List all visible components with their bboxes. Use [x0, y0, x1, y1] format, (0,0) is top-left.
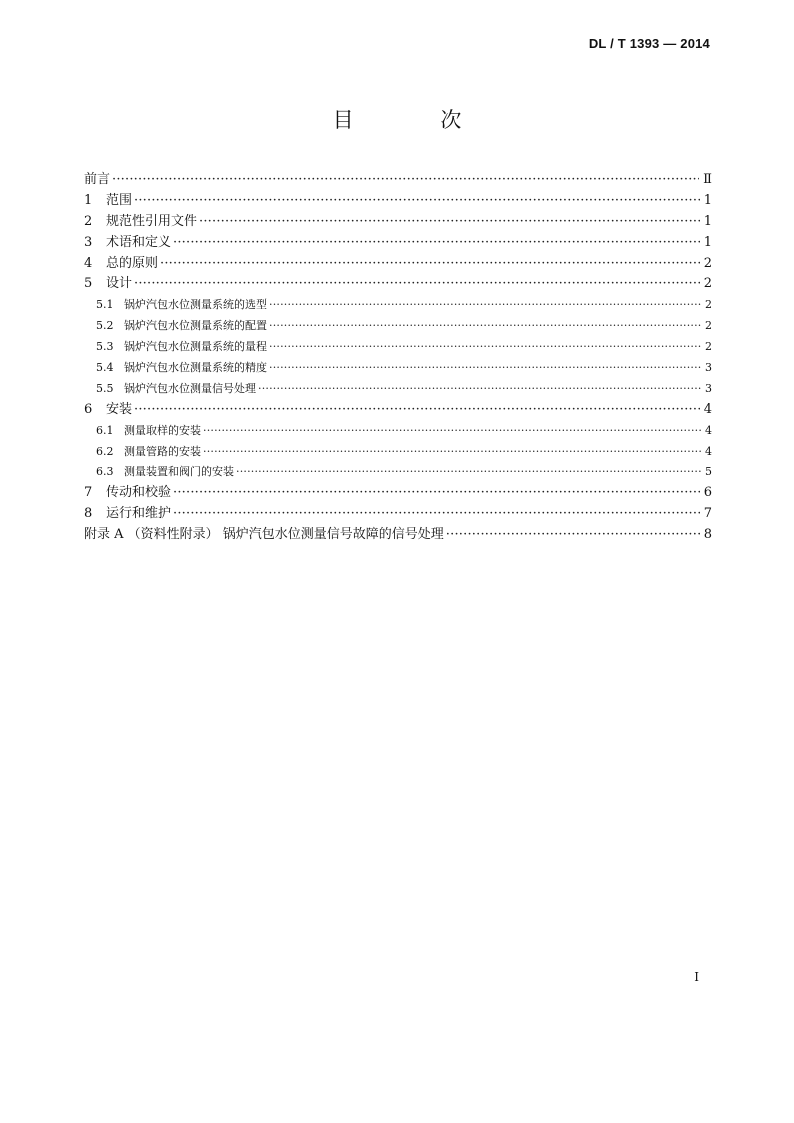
toc-entry-label: 设计	[106, 276, 133, 292]
toc-entry-number: 3	[84, 234, 93, 250]
toc-leader-dots	[269, 316, 701, 337]
toc-entry-page: 5	[705, 465, 712, 479]
toc-entry[interactable]	[84, 337, 712, 358]
toc-entry-page: 7	[703, 506, 712, 522]
toc-entry-label: 规范性引用文件	[106, 213, 198, 229]
toc-entry-number: 6	[84, 401, 93, 417]
toc-entry-label: 安装	[106, 401, 133, 417]
toc-leader-dots	[446, 525, 700, 546]
toc-entry-number: 5.3	[96, 340, 114, 354]
toc-entry-label: 测量装置和阀门的安装	[124, 465, 234, 479]
toc-entry-label: 运行和维护	[106, 506, 172, 522]
toc-leader-dots	[134, 274, 700, 295]
toc-entry-page: 2	[705, 319, 712, 333]
table-of-contents	[84, 170, 712, 546]
toc-entry-number: 6.2	[96, 444, 114, 458]
toc-leader-dots	[134, 400, 700, 421]
toc-entry-number: 5.1	[96, 298, 114, 312]
toc-entry-label: 测量取样的安装	[124, 423, 201, 437]
toc-leader-dots	[203, 442, 701, 463]
toc-leader-dots	[173, 483, 700, 504]
toc-entry-page: 2	[703, 255, 712, 271]
toc-leader-dots	[203, 421, 701, 442]
toc-title: 目 次	[332, 108, 502, 132]
toc-entry[interactable]	[84, 442, 712, 463]
toc-leader-dots	[258, 379, 701, 400]
toc-leader-dots	[134, 191, 700, 212]
toc-entry-page: 2	[705, 340, 712, 354]
toc-entry-page: 4	[705, 444, 712, 458]
toc-leader-dots	[269, 358, 701, 379]
toc-entry-page: Ⅱ	[703, 172, 712, 187]
toc-leader-dots	[112, 170, 699, 191]
toc-entry-label: 范围	[106, 192, 133, 208]
toc-entry-number: 5.5	[96, 381, 114, 395]
toc-entry-page: 6	[703, 485, 712, 501]
toc-entry[interactable]	[84, 379, 712, 400]
toc-entry[interactable]	[84, 358, 712, 379]
toc-entry[interactable]	[84, 170, 712, 191]
toc-entry-page: 1	[703, 192, 712, 208]
toc-entry[interactable]	[84, 274, 712, 295]
toc-leader-dots	[269, 337, 701, 358]
toc-entry-label: 术语和定义	[106, 234, 172, 250]
toc-entry-number: 4	[84, 255, 93, 271]
toc-entry-number: 5.2	[96, 319, 114, 333]
toc-entry-number: 8	[84, 506, 93, 522]
toc-entry[interactable]	[84, 191, 712, 212]
toc-leader-dots	[236, 462, 701, 483]
toc-entry-label: 锅炉汽包水位测量信号处理	[124, 381, 256, 395]
toc-entry[interactable]	[84, 254, 712, 275]
toc-entry-label: 前言	[84, 172, 111, 187]
toc-entry-label: 测量管路的安装	[124, 444, 201, 458]
toc-entry[interactable]	[84, 212, 712, 233]
toc-entry[interactable]	[84, 421, 712, 442]
toc-entry[interactable]	[84, 525, 712, 546]
toc-entry-page: 3	[705, 381, 712, 395]
toc-entry-page: 2	[705, 298, 712, 312]
toc-entry-label: 总的原则	[106, 255, 159, 271]
toc-leader-dots	[160, 254, 700, 275]
toc-leader-dots	[269, 295, 701, 316]
toc-entry-number: 2	[84, 213, 93, 229]
toc-entry-number: 6.1	[96, 423, 114, 437]
toc-entry-page: 4	[703, 401, 712, 417]
toc-entry[interactable]	[84, 483, 712, 504]
toc-entry-number: 7	[84, 485, 93, 501]
toc-entry-page: 1	[703, 213, 712, 229]
toc-entry-page: 8	[703, 527, 712, 543]
toc-entry-label: 锅炉汽包水位测量系统的精度	[124, 361, 267, 375]
toc-entry-page: 3	[705, 361, 712, 375]
toc-entry[interactable]	[84, 295, 712, 316]
document-code: DL / T 1393 — 2014	[588, 36, 710, 51]
toc-entry-page: 2	[703, 276, 712, 292]
toc-entry-number: 5	[84, 276, 93, 292]
toc-entry[interactable]	[84, 462, 712, 483]
toc-leader-dots	[199, 212, 700, 233]
toc-entry[interactable]	[84, 316, 712, 337]
toc-entry-label: 锅炉汽包水位测量系统的选型	[124, 298, 267, 312]
toc-entry-number: 1	[84, 192, 93, 208]
page-number: I	[694, 970, 699, 984]
toc-entry-number: 5.4	[96, 361, 114, 375]
toc-entry[interactable]	[84, 400, 712, 421]
toc-leader-dots	[173, 233, 700, 254]
toc-entry-label: 锅炉汽包水位测量系统的配置	[124, 319, 267, 333]
toc-leader-dots	[173, 504, 700, 525]
toc-entry-label: 附录 A （资料性附录） 锅炉汽包水位测量信号故障的信号处理	[84, 527, 444, 543]
toc-entry-number: 6.3	[96, 465, 114, 479]
toc-entry[interactable]	[84, 233, 712, 254]
toc-entry-page: 1	[703, 234, 712, 250]
toc-entry[interactable]	[84, 504, 712, 525]
toc-entry-label: 锅炉汽包水位测量系统的量程	[124, 340, 267, 354]
toc-entry-label: 传动和校验	[106, 485, 172, 501]
toc-entry-page: 4	[705, 423, 712, 437]
